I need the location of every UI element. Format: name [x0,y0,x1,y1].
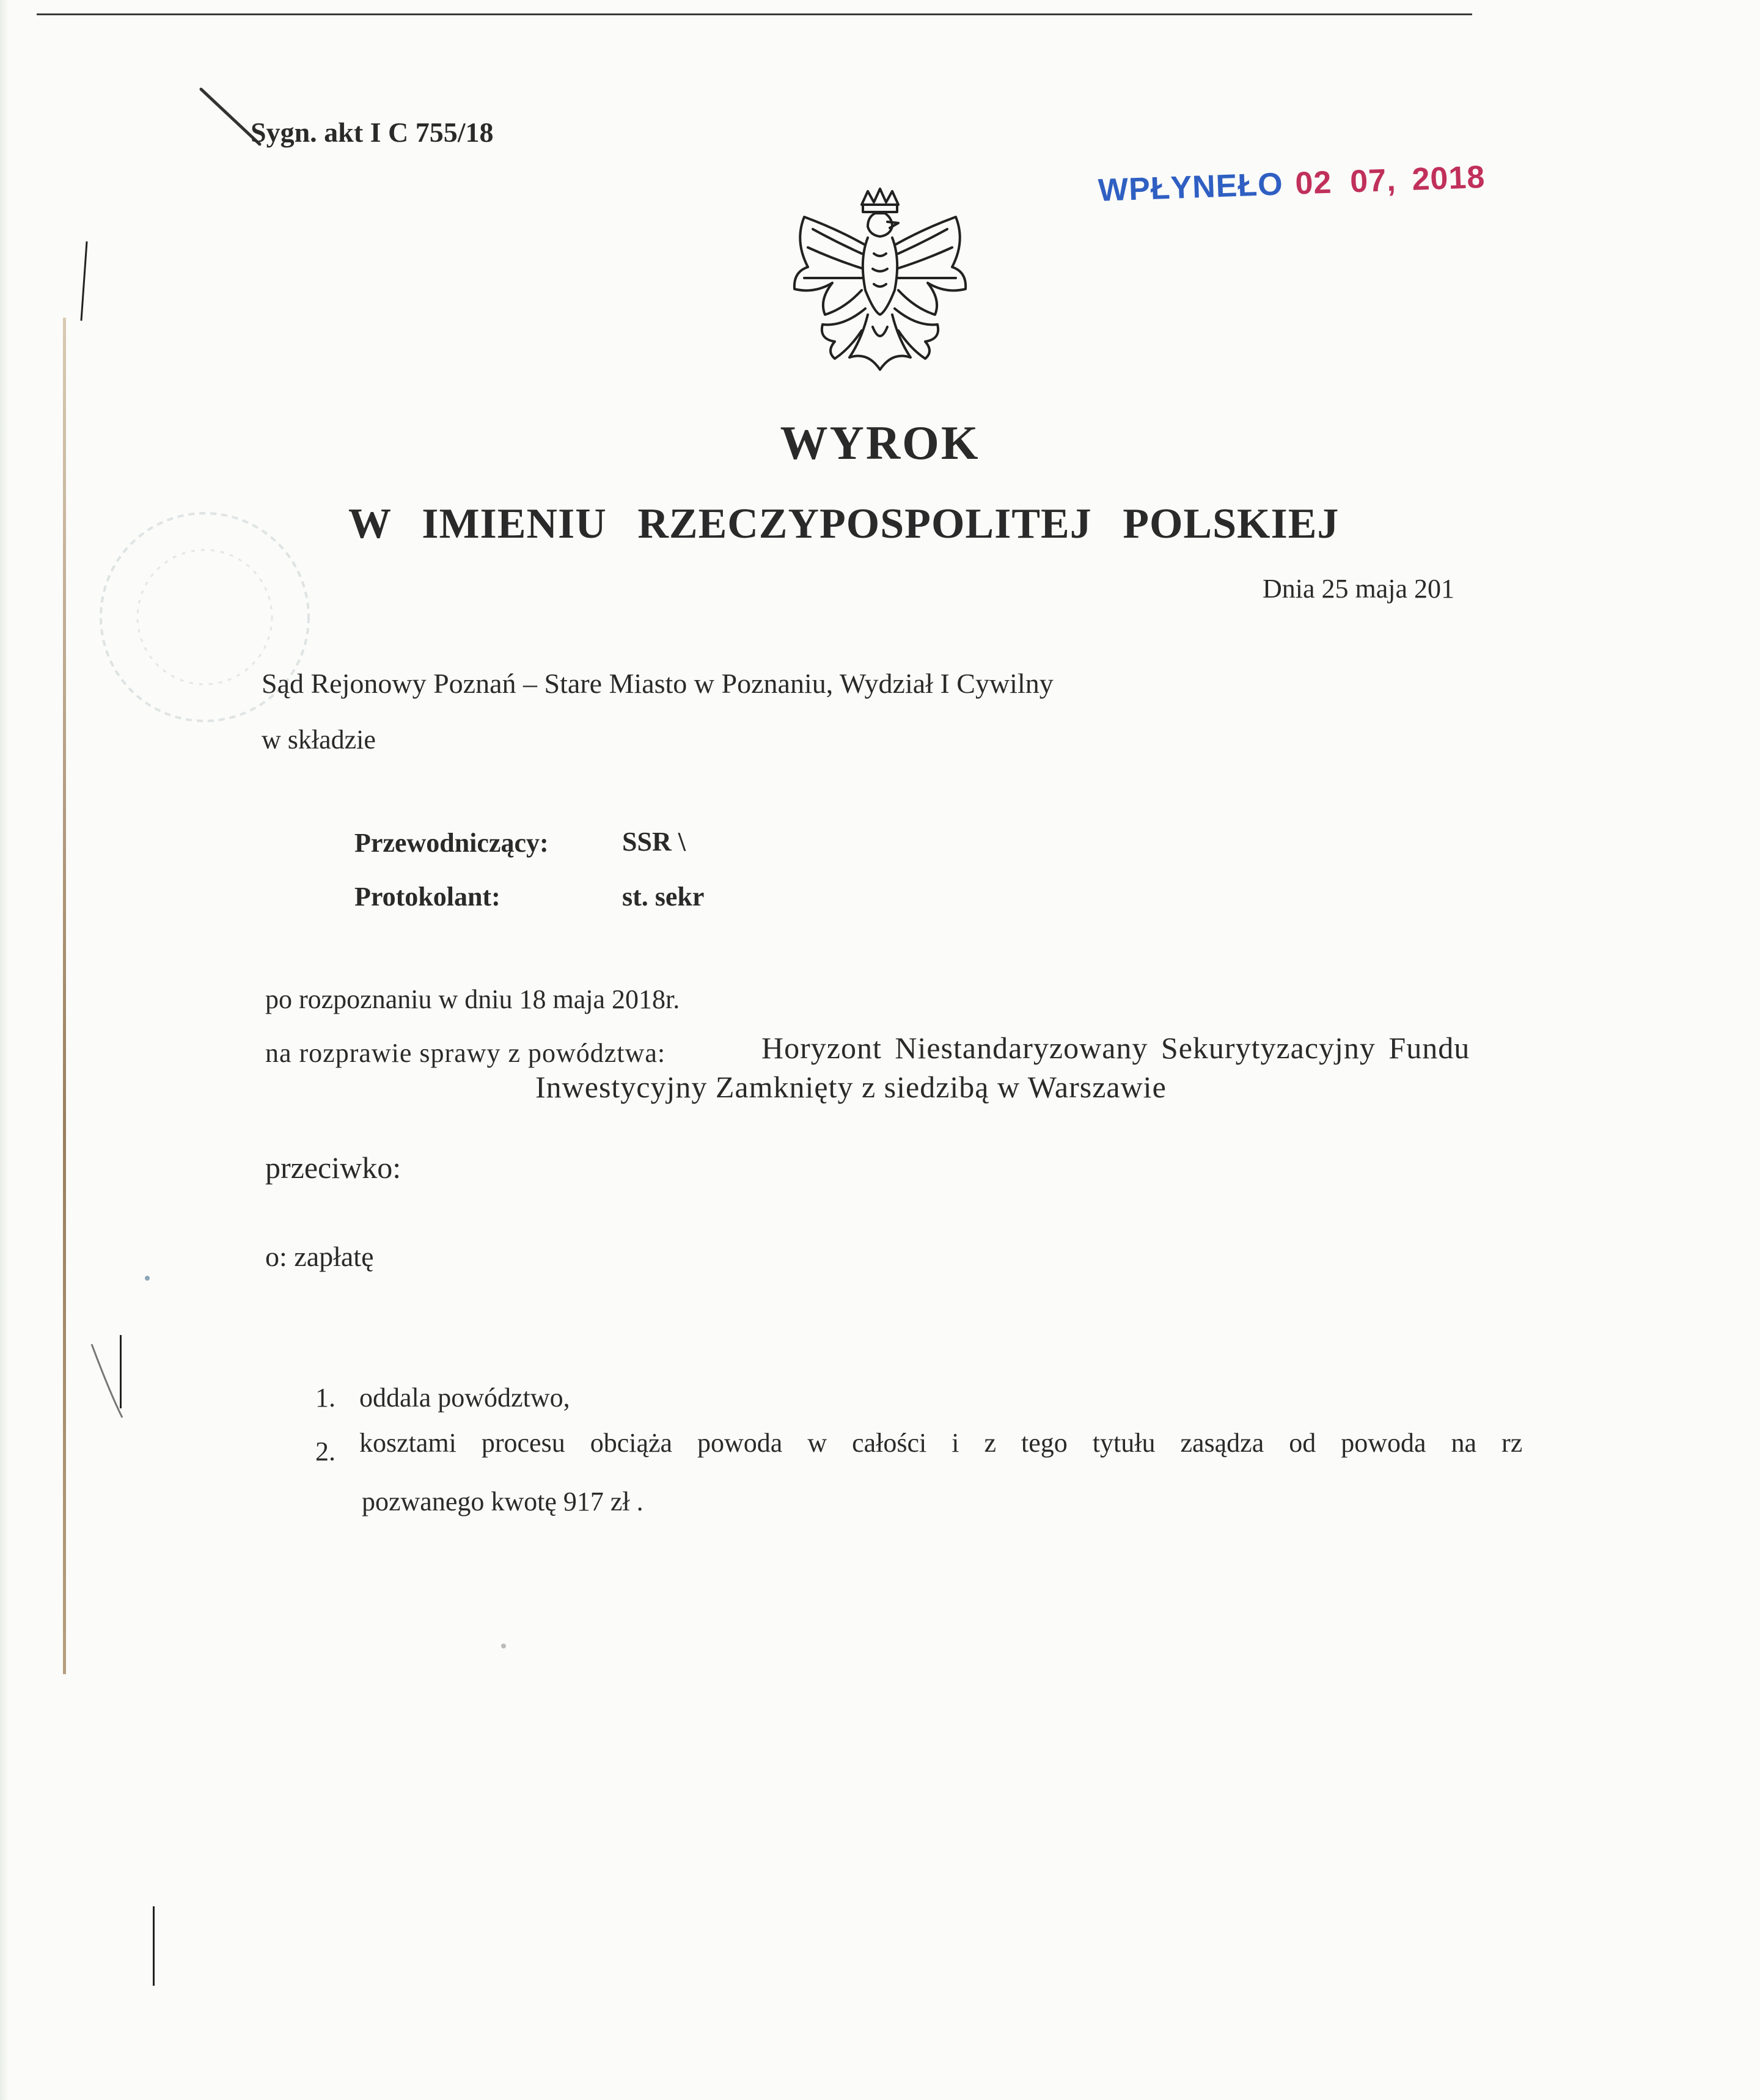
presiding-judge-value: SSR \ [622,827,686,857]
pencil-curve-mark [86,1338,128,1424]
faint-seal-imprint [119,489,290,745]
plaintiff-name-line1: Horyzont Niestandaryzowany Sekurytyzacyjny Fundu [761,1031,1470,1065]
margin-mark [153,1906,155,1986]
defendant-label: przeciwko: [265,1151,402,1185]
scan-edge-shadow [0,0,9,2100]
case-number: Sygn. akt I C 755/18 [251,117,494,148]
judgment-date: Dnia 25 maja 201 [1263,574,1455,604]
presiding-judge-label: Przewodniczący: [354,828,549,858]
received-stamp-day: 02 [1294,164,1333,202]
ruling-item-text: oddala powództwo, [359,1383,570,1413]
ruling-item-number: 2. [315,1436,336,1466]
speck [145,1276,150,1281]
ruling-item-continuation: pozwanego kwotę 917 zł . [362,1487,644,1516]
polish-eagle-emblem-icon [776,186,984,388]
clerk-value: st. sekr [622,882,705,912]
top-border-line [37,13,1472,15]
court-name: Sąd Rejonowy Poznań – Stare Miasto w Poznaniu, Wydział I Cywilny [262,668,1054,699]
ruling-item-text: kosztami procesu obciąża powoda w całości i z tego tytułu zasądza od powoda na rz [359,1428,1523,1458]
judgment-title: WYROK [780,416,980,469]
received-stamp-year: 2018 [1411,159,1486,198]
speck [501,1644,506,1648]
received-stamp [1098,159,1486,209]
case-subject: o: zapłatę [265,1241,374,1272]
composition-label: w składzie [262,725,376,755]
examination-date: po rozpoznaniu w dniu 18 maja 2018r. [265,984,680,1014]
clerk-label: Protokolant: [354,882,501,912]
hearing-label: na rozprawie sprawy z powództwa: [265,1038,666,1068]
received-stamp-word: WPŁYNEŁO [1098,166,1284,208]
judgment-subtitle: W IMIENIU RZECZYPOSPOLITEJ POLSKIEJ [348,500,1340,547]
received-stamp-month: 07, [1349,162,1397,200]
ruling-item-number: 1. [315,1383,336,1413]
paper-edge-stain [63,318,66,1674]
plaintiff-name-line2: Inwestycyjny Zamknięty z siedzibą w Warszawie [535,1070,1167,1104]
margin-mark [80,241,87,321]
